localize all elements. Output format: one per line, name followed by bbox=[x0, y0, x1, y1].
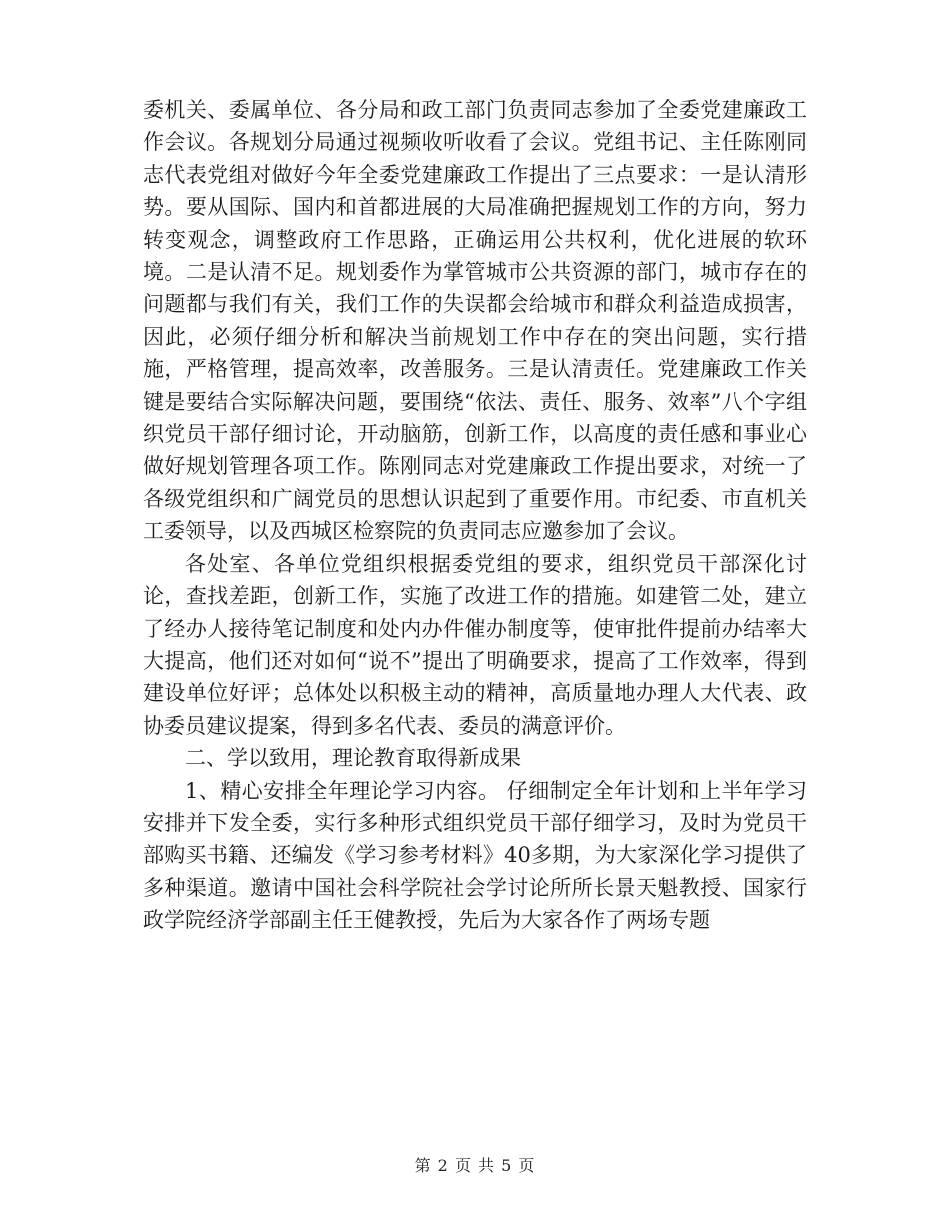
paragraph-implementation: 各处室、各单位党组织根据委党组的要求，组织党员干部深化讨论，查找差距，创新工作，实施了改进工作的措施。如建管二处，建立了经办人接待笔记制度和处内办件催办制度等，使审批件提前办结率大大提高，他们还对如何“说不”提出了明确要求，提高了工作效率，得到建设单位好评；总体处以积极主动的精神，高质量地办理人大代表、政协委员建议提案，得到多名代表、委员的满意评价。 bbox=[143, 551, 807, 738]
paragraph-study-arrangement: 1、精心安排全年理论学习内容。 仔细制定全年计划和上半年学习安排并下发全委，实行多种形式组织党员干部仔细学习，及时为党员干部购买书籍、还编发《学习参考材料》40多期，为大家深化学习提供了多种渠道。邀请中国社会科学院社会学讨论所所长景天魁教授、国家行政学院经济学部副主任王健教授，先后为大家各作了两场专题 bbox=[143, 778, 807, 933]
page-number-footer: 第 2 页 共 5 页 bbox=[414, 1156, 536, 1175]
document-body bbox=[143, 94, 807, 937]
paragraph-meeting-summary: 委机关、委属单位、各分局和政工部门负责同志参加了全委党建廉政工作会议。各规划分局通过视频收听收看了会议。党组书记、主任陈刚同志代表党组对做好今年全委党建廉政工作提出了三点要求：一是认清形势。要从国际、国内和首都进展的大局准确把握规划工作的方向，努力转变观念，调整政府工作思路，正确运用公共权利，优化进展的软环境。二是认清不足。规划委作为掌管城市公共资源的部门，城市存在的问题都与我们有关，我们工作的失误都会给城市和群众利益造成损害，因此，必须仔细分析和解决当前规划工作中存在的突出问题，实行措施，严格管理，提高效率，改善服务。三是认清责任。党建廉政工作关键是要结合实际解决问题，要围绕“依法、责任、服务、效率”八个字组织党员干部仔细讨论，开动脑筋，创新工作，以高度的责任感和事业心做好规划管理各项工作。陈刚同志对党建廉政工作提出要求，对统一了各级党组织和广阔党员的思想认识起到了重要作用。市纪委、市直机关工委领导，以及西城区检察院的负责同志应邀参加了会议。 bbox=[143, 98, 807, 544]
section-heading-theory-education: 二、学以致用，理论教育取得新成果 bbox=[185, 746, 521, 771]
